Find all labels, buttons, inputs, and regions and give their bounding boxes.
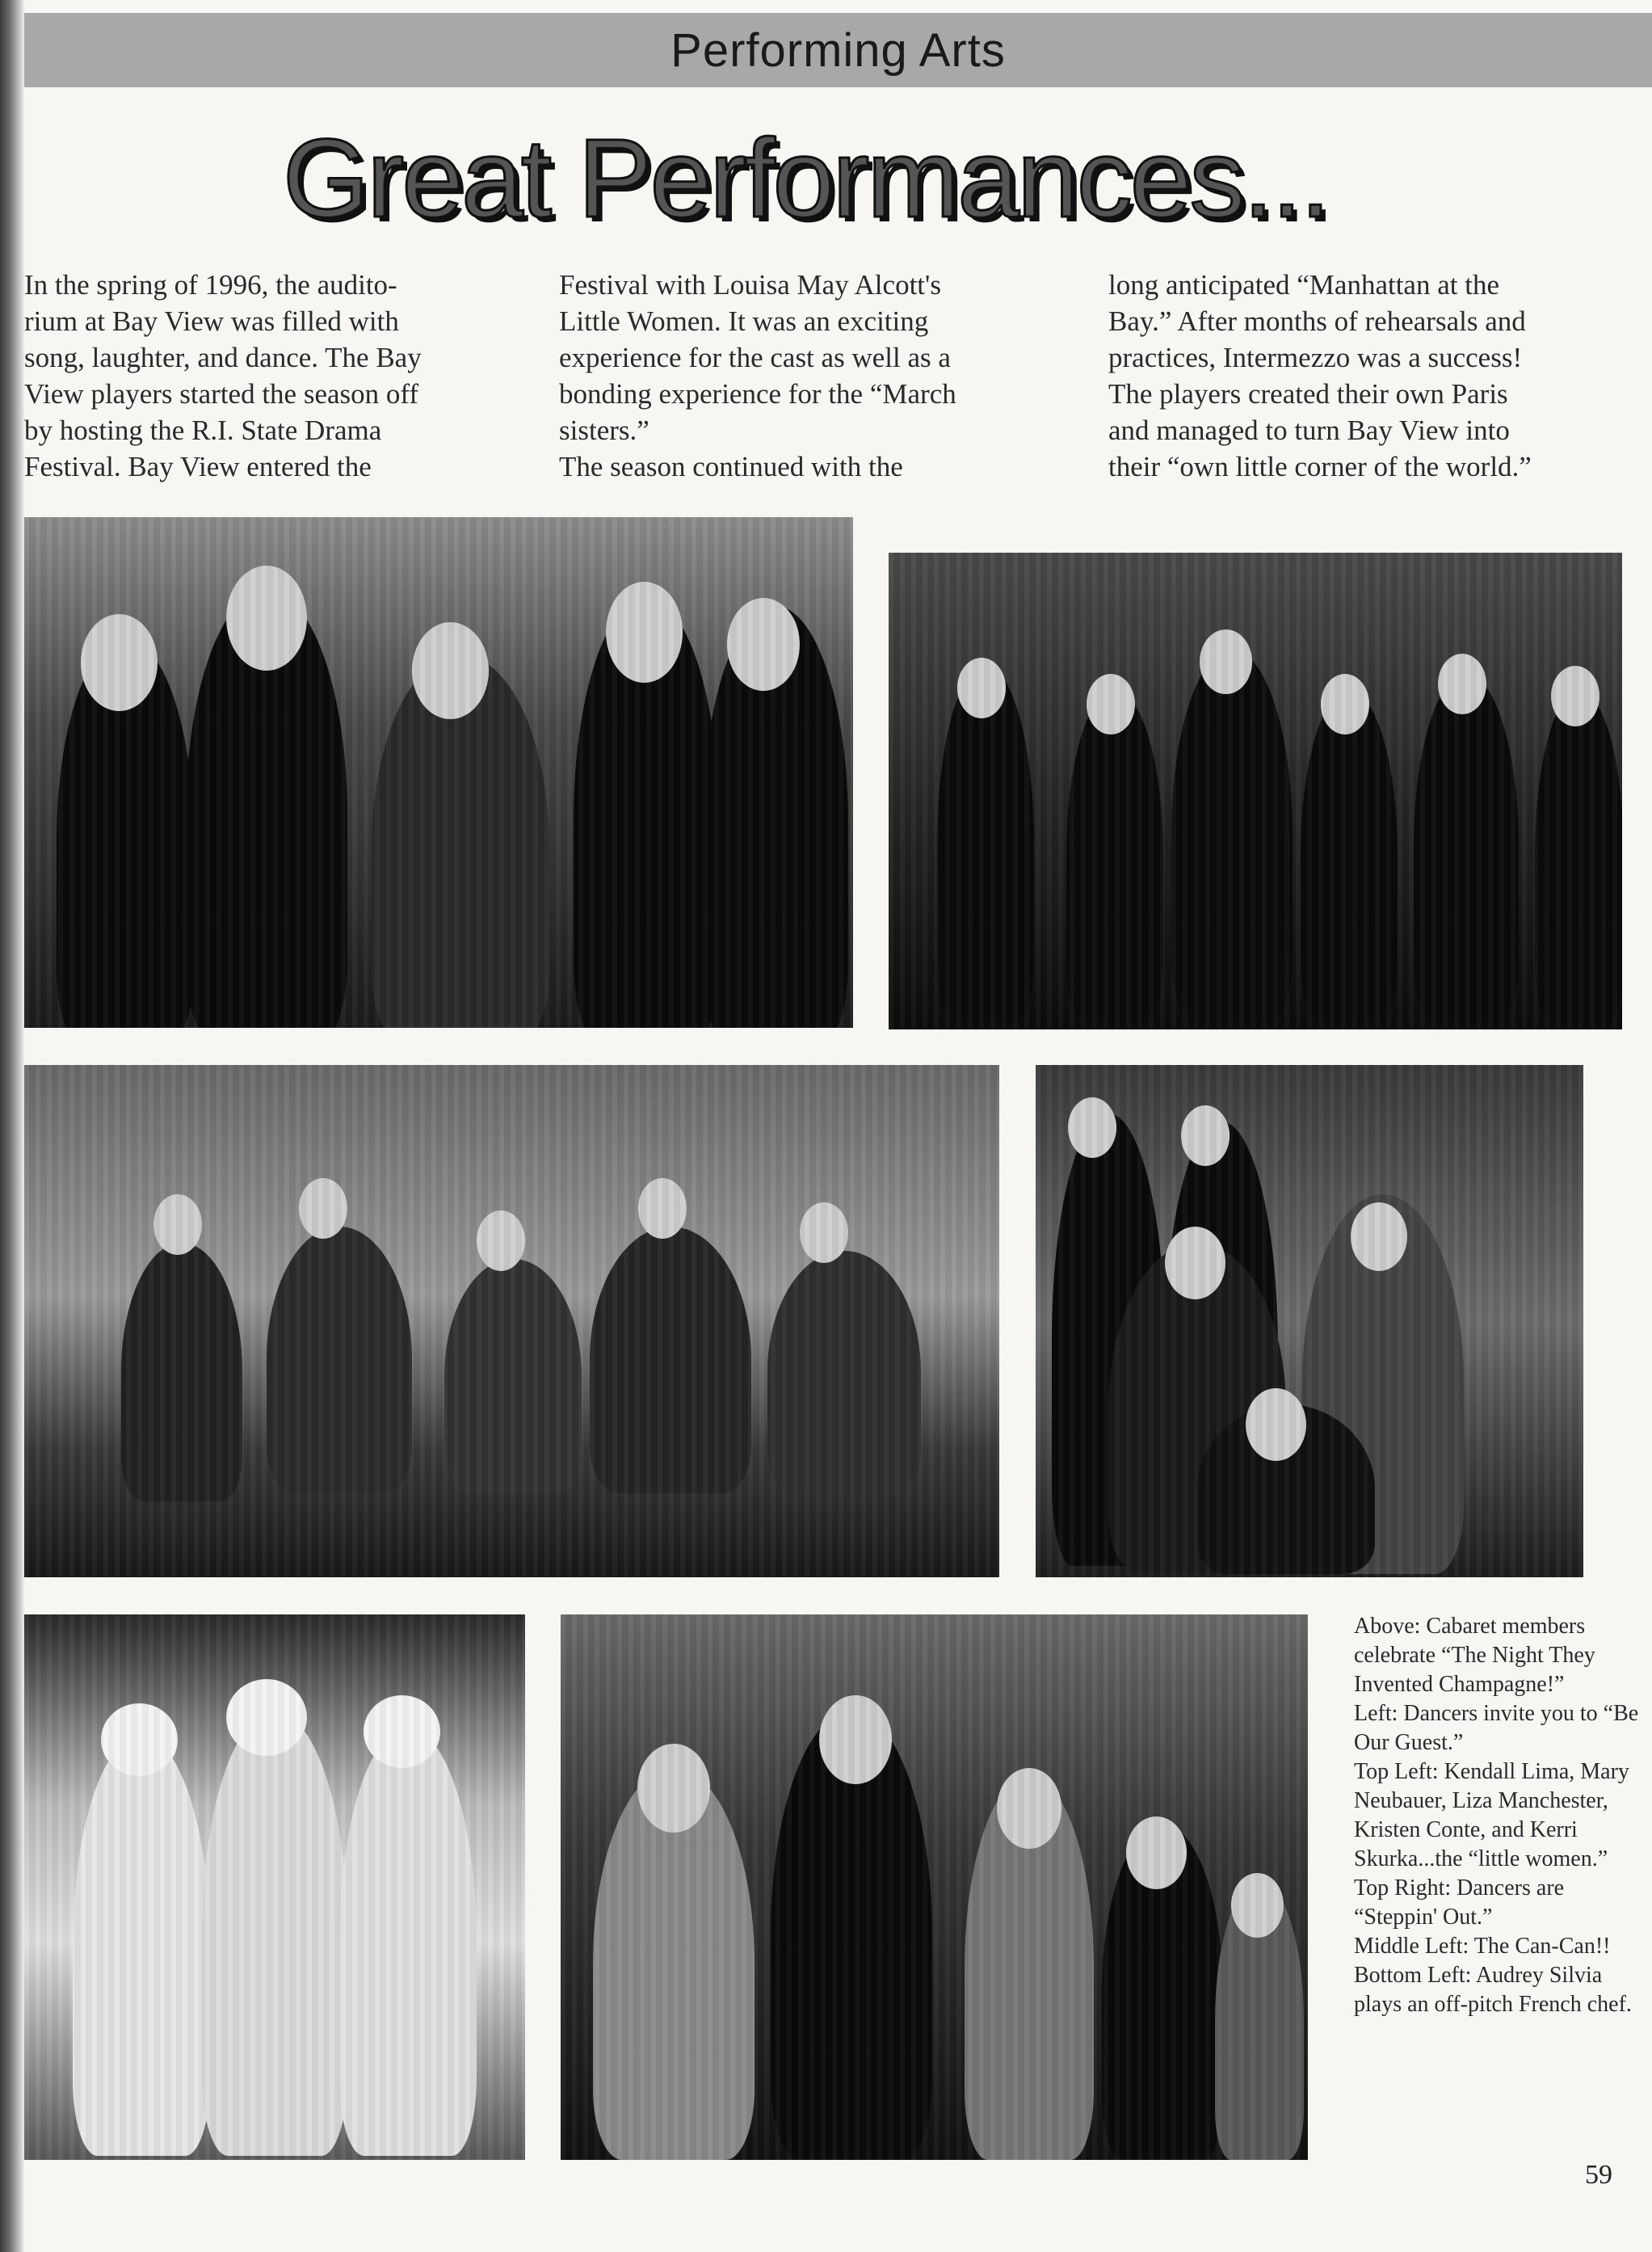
caption-above: Above: Cabaret members celebrate “The Night They Invented Champagne!”	[1354, 1614, 1595, 1697]
section-header-bar	[24, 13, 1652, 87]
page-binding-edge	[0, 0, 24, 2252]
page-headline: Great Performances...	[283, 116, 1329, 241]
caption-top-right: Top Right: Dancers are “Steppin' Out.”	[1354, 1875, 1565, 1930]
photo-dancers-steppin-out	[889, 553, 1622, 1029]
page-number: 59	[1585, 2160, 1612, 2190]
caption-middle-left: Middle Left: The Can-Can!!	[1354, 1934, 1611, 1959]
photo-little-women	[24, 517, 853, 1028]
photo-french-chef	[24, 1614, 525, 2160]
photo-can-can	[24, 1065, 999, 1577]
caption-bottom-left: Bottom Left: Audrey Silvia plays an off-pitch French chef.	[1354, 1963, 1632, 2017]
section-title: Performing Arts	[670, 23, 1006, 77]
body-text-column-3: long anticipated “Manhattan at the Bay.” After months of rehearsals and practices, Intermezzo was a success! The players created their own Paris and managed to turn Bay View into their “own little corner of the world.”	[1108, 269, 1532, 482]
photo-captions	[1354, 1612, 1651, 2019]
caption-left: Left: Dancers invite you to “Be Our Guest.”	[1354, 1701, 1639, 1755]
photo-be-our-guest-dancers	[561, 1614, 1308, 2160]
photo-cabaret-members	[1036, 1065, 1583, 1577]
caption-top-left: Top Left: Kendall Lima, Mary Neubauer, Liza Manchester, Kristen Conte, and Kerri Skurka...the “little women.”	[1354, 1759, 1629, 1871]
body-text-column-2: Festival with Louisa May Alcott's Little Women. It was an exciting experience for the cast as well as a bonding experience for the “March sisters.” The season continued with the	[559, 269, 956, 482]
body-text-column-1: In the spring of 1996, the audito- rium at Bay View was filled with song, laughter, and dance. The Bay View players started the season off by hosting the R.I. State Drama Festival. Bay View entered the	[24, 269, 422, 482]
